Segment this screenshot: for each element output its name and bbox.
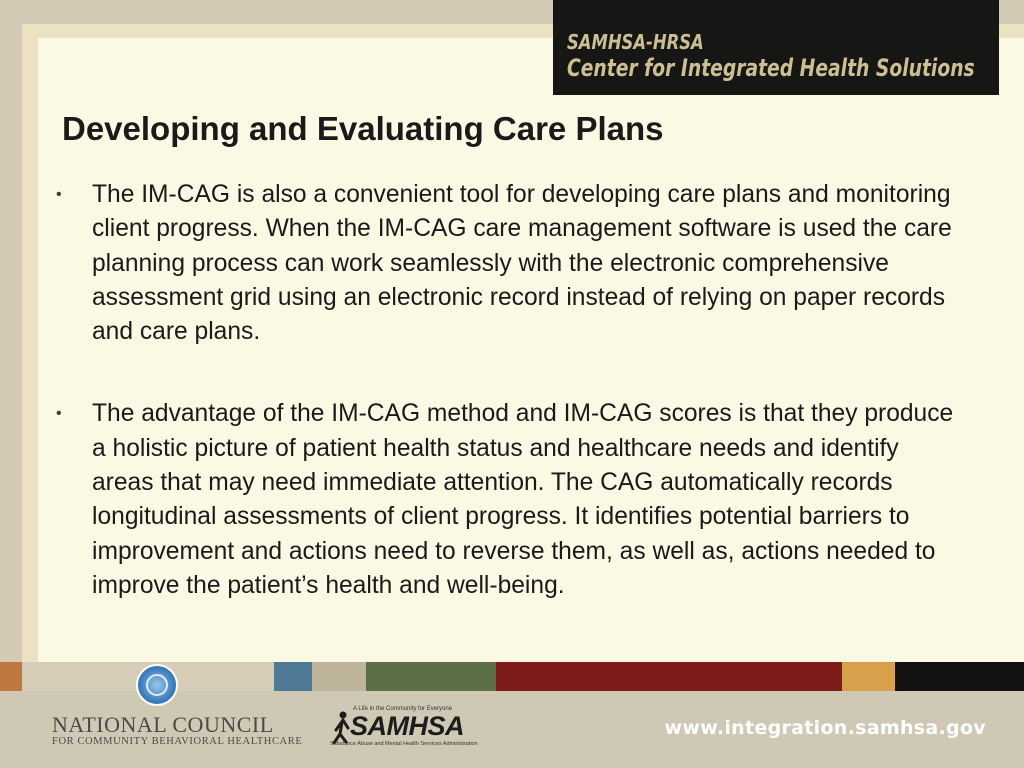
- bullet-text: The IM-CAG is also a convenient tool for developing care plans and monitoring client progress. When the IM-CAG care management software is used the care planning process can work seamlessly with the electronic comprehensive assessment grid using an electronic record instead of relying on paper records and care plans.: [92, 181, 952, 346]
- samhsa-tagline: A Life in the Community for Everyone: [353, 706, 453, 712]
- logo-line2: Center for Integrated Health Solutions: [567, 54, 975, 82]
- color-strip-segment: [366, 662, 496, 691]
- color-strip-segment: [895, 662, 1024, 691]
- national-council-globe-icon: [136, 664, 178, 706]
- bullet-icon: •: [56, 405, 62, 423]
- color-strip-segment: [496, 662, 842, 691]
- website-url: www.integration.samhsa.gov: [664, 717, 986, 739]
- national-council-subtitle: FOR COMMUNITY BEHAVIORAL HEALTHCARE: [52, 736, 303, 747]
- color-strip-segment: [0, 662, 22, 691]
- samhsa-subtitle: Substance Abuse and Mental Health Services Administration: [330, 741, 478, 747]
- samhsa-figure-icon: [330, 710, 352, 744]
- samhsa-hrsa-logo: [553, 0, 999, 95]
- bullet-item: [56, 397, 966, 603]
- slide-title: Developing and Evaluating Care Plans: [62, 110, 664, 147]
- logo-line1: SAMHSA-HRSA: [567, 30, 704, 54]
- color-strip-segment: [312, 662, 366, 691]
- samhsa-name: SAMHSA: [350, 711, 465, 741]
- bullet-list: [56, 178, 966, 603]
- bullet-icon: •: [56, 186, 62, 203]
- national-council-name: NATIONAL COUNCIL: [52, 712, 274, 737]
- color-strip-segment: [274, 662, 312, 691]
- bullet-text: The advantage of the IM-CAG method and IM-CAG scores is that they produce a holistic picture of patient health status and healthcare needs and identify areas that may need immediate attention. The CAG automatically records longitudinal assessments of client progress. It identifies potential barriers to improvement and actions need to reverse them, as well as, actions needed to improve the patient’s health and well-being.: [92, 400, 954, 599]
- color-strip-segment: [842, 662, 895, 691]
- bullet-item: [56, 178, 966, 349]
